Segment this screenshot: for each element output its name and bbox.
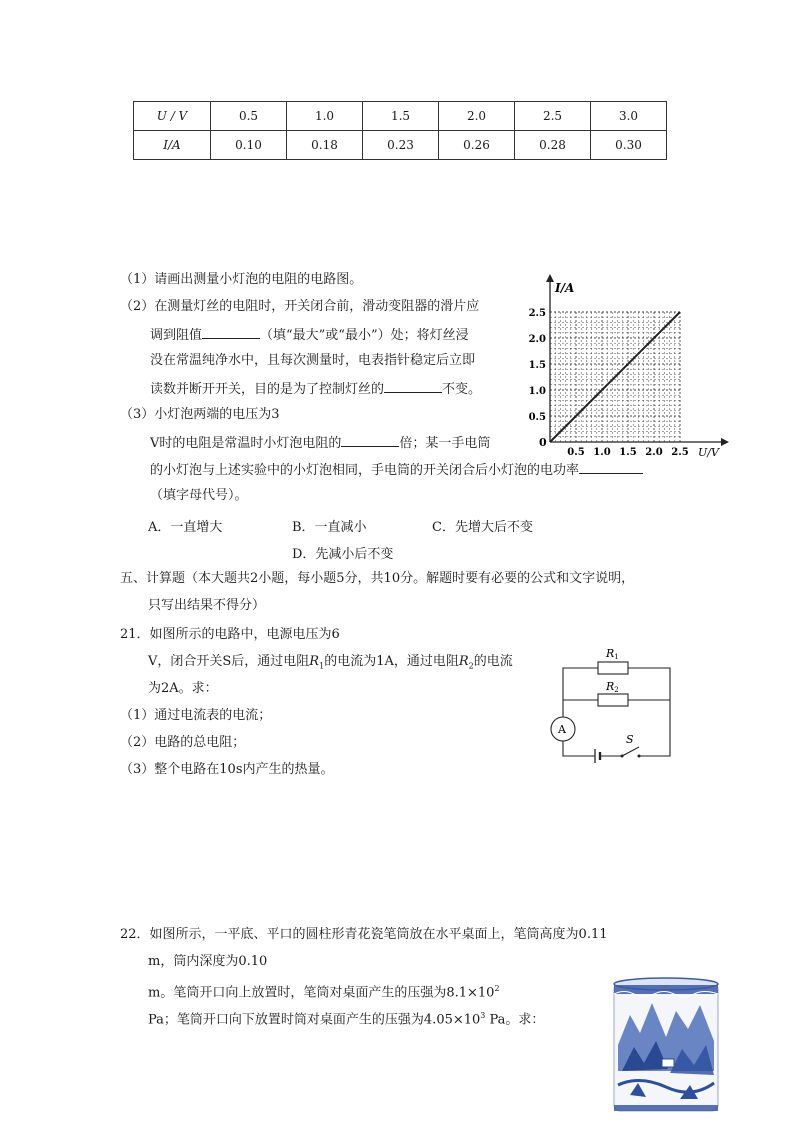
switch-label: S (626, 733, 634, 746)
answer-blank (384, 379, 442, 393)
q20-text: （填“最大”或“最小”）处；将灯丝浸 (260, 328, 469, 343)
y-tick-label: 1.5 (528, 360, 546, 371)
option-a: A．一直增大 (148, 520, 223, 535)
q20-text: V时的电阻是常温时小灯泡电阻的 (150, 436, 342, 451)
y-tick-label: 2.0 (528, 334, 546, 345)
q22-text: Pa；笔筒开口向下放置时筒对桌面产生的压强为4.05×10 (148, 1012, 481, 1028)
q20-part2-line1: （2）在测量灯丝的电阻时，开关闭合前，滑动变阻器的滑片应 (120, 299, 480, 314)
x-tick-label: 2.5 (671, 447, 689, 458)
table-cell: 1.0 (287, 102, 363, 131)
table-cell: 0.26 (439, 131, 515, 160)
table-header-i: I/A (134, 131, 211, 160)
y-axis-label: I/A (555, 281, 575, 295)
brush-pot-photo (610, 975, 722, 1117)
resistor-r1 (598, 662, 628, 674)
q20-text: 不变。 (442, 382, 482, 397)
x-tick-label: 0.5 (567, 447, 585, 458)
x-axis-label: U/V (698, 446, 719, 459)
section5-title: 五、计算题（本大题共2小题，每小题5分，共10分。解题时要有必要的公式和文字说明， (120, 571, 635, 586)
q20-text: 读数并断开开关，目的是为了控制灯丝的 (150, 382, 385, 397)
x-tick-label: 1.5 (619, 447, 637, 458)
table-cell: 0.5 (211, 102, 287, 131)
q20-part2-line3: 没在常温纯净水中，且每次测量时，电表指针稳定后立即 (150, 353, 476, 368)
ammeter-label: A (558, 723, 566, 736)
q21-sub1: （1）通过电流表的电流； (120, 708, 272, 723)
table-cell: 3.0 (591, 102, 667, 131)
q21-text: 的电流 (473, 654, 513, 669)
table-cell: 2.5 (515, 102, 591, 131)
q21-text: V，闭合开关S后，通过电阻 (148, 654, 310, 669)
table-cell: 0.28 (515, 131, 591, 160)
circuit-diagram (538, 645, 678, 765)
r1-subscript: 1 (319, 661, 325, 671)
table-row-i (134, 131, 667, 160)
table-cell: 2.0 (439, 102, 515, 131)
answer-blank (341, 433, 399, 447)
option-d: D．先减小后不变 (292, 547, 394, 562)
table-cell: 0.30 (591, 131, 667, 160)
q20-part3-line1: （3）小灯泡两端的电压为3 (120, 407, 280, 422)
q22-text: m。笔筒开口向上放置时，笔筒对桌面产生的压强为8.1×10 (148, 985, 495, 1001)
x-tick-label: 2.0 (645, 447, 663, 458)
switch-contact (638, 755, 641, 758)
switch-blade (622, 747, 639, 756)
iu-line (550, 312, 680, 442)
q22-text: Pa。求： (485, 1012, 545, 1028)
option-b: B．一直减小 (292, 520, 367, 535)
q20-text: 的小灯泡与上述实验中的小灯泡相同，手电筒的开关闭合后小灯泡的电功率 (150, 463, 580, 478)
wire (563, 741, 595, 756)
table-cell: 0.10 (211, 131, 287, 160)
q20-part1: （1）请画出测量小灯泡的电阻的电路图。 (120, 272, 363, 287)
section5-title-cont: 只写出结果不得分） (148, 598, 266, 613)
table-cell: 1.5 (363, 102, 439, 131)
q20-part3-line2 (150, 433, 490, 453)
q21-line3: 为2A。求： (148, 681, 218, 696)
x-axis-arrow-icon (721, 438, 729, 446)
r1-label: R1 (606, 647, 619, 661)
exponent: 3 (480, 1011, 486, 1020)
r2-subscript: 2 (468, 661, 474, 671)
q21-text: 的电流为1A，通过电阻 (324, 654, 459, 669)
exponent: 2 (494, 984, 500, 993)
table-row-u (134, 102, 667, 131)
data-table (133, 101, 667, 160)
wire (628, 668, 670, 756)
brush-pot-illustration (610, 975, 722, 1117)
q22-line4 (148, 1007, 544, 1029)
q21-sub2: （2）电路的总电阻； (120, 735, 246, 750)
q20-text: 调到阻值 (150, 328, 203, 343)
switch-pivot (621, 755, 624, 758)
q20-part2-line2 (150, 325, 469, 345)
option-c: C．先增大后不变 (432, 520, 533, 535)
table-header-u: U / V (134, 102, 211, 131)
q22-line2: m，筒内深度为0.10 (148, 954, 268, 969)
q22-line1: 22．如图所示，一平底、平口的圆柱形青花瓷笔筒放在水平桌面上，笔筒高度为0.11 (120, 927, 608, 942)
resistor-r2 (598, 694, 628, 706)
q21-sub3: （3）整个电路在10s内产生的热量。 (120, 762, 334, 777)
y-tick-label: 2.5 (528, 308, 546, 319)
wire (563, 668, 598, 717)
x-tick-label: 1.0 (593, 447, 611, 458)
y-tick-label: 0.5 (528, 412, 546, 423)
q22-line3 (148, 980, 500, 1002)
q20-part3-line4: （填字母代号）。 (150, 488, 248, 503)
iu-graph (515, 270, 730, 465)
q20-text: 倍；某一手电筒 (399, 436, 491, 451)
y-tick-label: 1.0 (528, 386, 546, 397)
q20-part2-line4 (150, 379, 481, 399)
r2-label: R2 (606, 680, 619, 694)
q21-line2 (148, 653, 513, 676)
table-cell: 0.18 (287, 131, 363, 160)
answer-blank (202, 325, 260, 339)
r1-symbol: R (309, 654, 320, 669)
y-axis-arrow-icon (546, 274, 554, 282)
q21-line1: 21．如图所示的电路中，电源电压为6 (120, 627, 340, 642)
table-cell: 0.23 (363, 131, 439, 160)
origin-label: 0 (539, 436, 547, 449)
r2-symbol: R (458, 654, 469, 669)
